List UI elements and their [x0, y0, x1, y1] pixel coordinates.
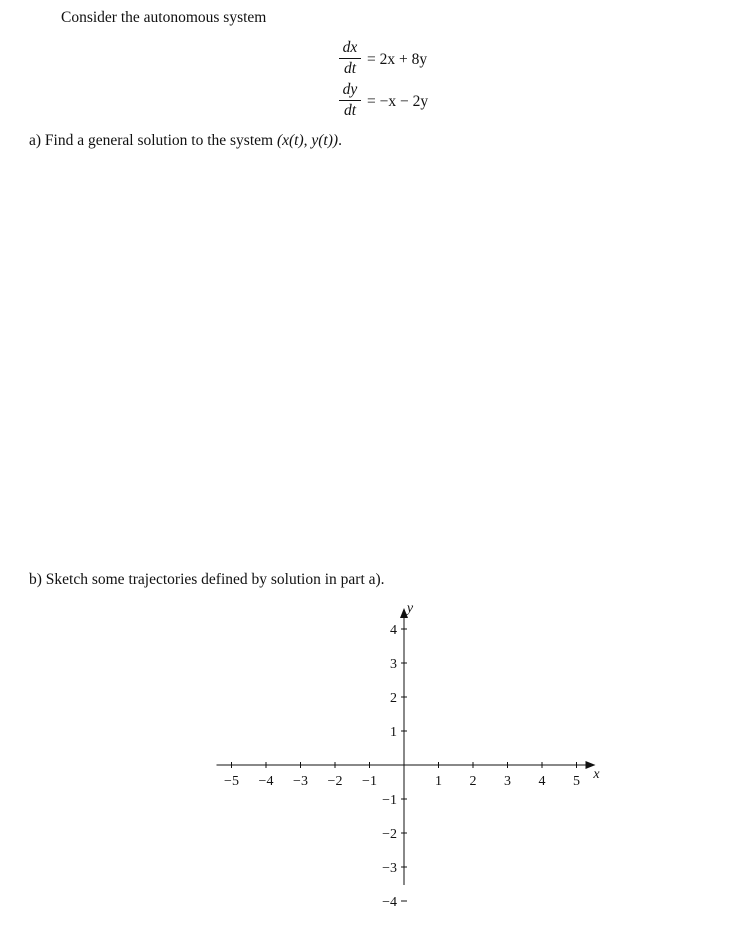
intro-text: Consider the autonomous system [61, 9, 267, 26]
y-tick-label: 2 [390, 691, 397, 706]
x-tick-label: 4 [538, 774, 546, 789]
dxdt-numerator: dx [342, 39, 358, 56]
dxdt-rhs: = 2x + 8y [367, 51, 428, 68]
x-tick-label: −5 [224, 774, 239, 789]
part-a-label: a) Find a general solution to the system [29, 132, 274, 149]
x-axis-label: x [593, 767, 600, 782]
dydt-rhs: = −x − 2y [367, 93, 429, 110]
x-tick-label: 5 [573, 774, 580, 789]
x-tick-label: −3 [293, 774, 308, 789]
part-b-question: b) Sketch some trajectories defined by solution in part a). [29, 571, 385, 588]
part-a-period: . [338, 132, 342, 149]
y-tick-label: −1 [382, 793, 397, 808]
y-axis-label: y [406, 601, 414, 616]
dydt-denominator: dt [343, 102, 357, 119]
y-tick-label: 1 [390, 725, 397, 740]
y-tick-label: −2 [382, 827, 397, 842]
x-tick-label: −4 [258, 774, 274, 789]
y-tick-label: −3 [382, 861, 397, 876]
dydt-numerator: dy [342, 81, 358, 98]
x-tick-label: −1 [362, 774, 377, 789]
y-tick-label: 3 [390, 657, 397, 672]
x-tick-label: −2 [327, 774, 343, 789]
dxdt-denominator: dt [343, 60, 357, 77]
y-tick-label: 4 [390, 623, 397, 638]
x-tick-label: 2 [469, 774, 477, 789]
x-tick-label: 1 [435, 774, 442, 789]
x-tick-label: 3 [504, 774, 511, 789]
part-a-expression: (x(t), y(t)) [276, 132, 339, 149]
y-tick-label: −4 [382, 895, 397, 910]
